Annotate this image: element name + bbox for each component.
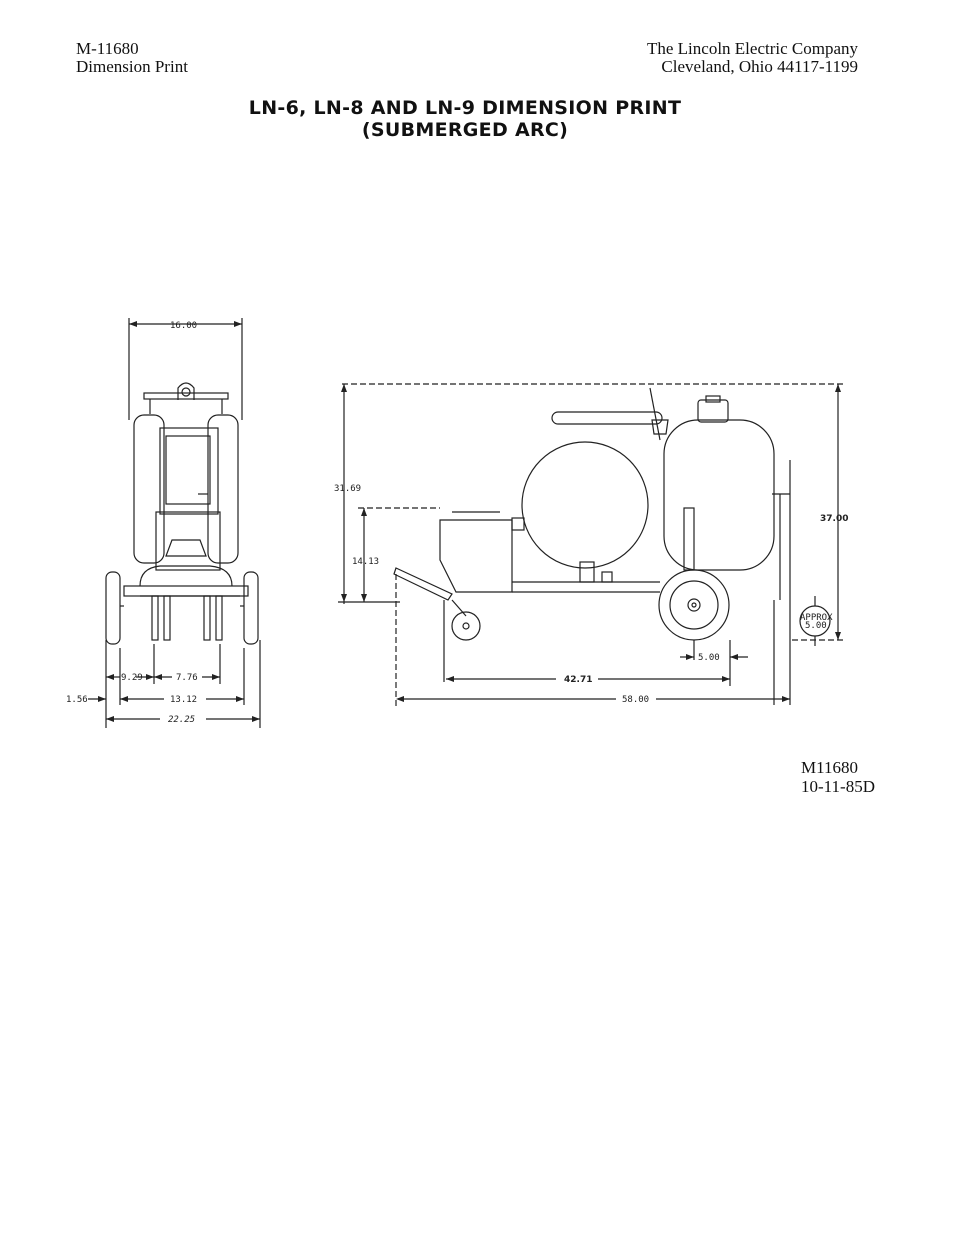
dim-overall-top: 16.00	[170, 321, 198, 331]
dim-center-offset: 7.76	[176, 673, 198, 683]
side-view	[338, 384, 844, 708]
dim-side-offset: 1.56	[66, 695, 88, 705]
dim-wheel-offset: 5.00	[698, 653, 720, 663]
dim-track-width: 13.12	[170, 695, 198, 705]
dim-hopper-height: 14.13	[352, 557, 380, 567]
dim-overall-length: 58.00	[622, 695, 650, 705]
approx-note-line-1: APPROX	[800, 613, 833, 623]
dim-overall-width: 22.25	[168, 715, 196, 725]
dim-height-right: 37.00	[820, 514, 849, 524]
drawing-footer	[801, 758, 875, 796]
date-code: 10-11-85D	[801, 777, 875, 796]
doc-number: M-11680	[76, 39, 139, 58]
approx-note-line-2: 5.00	[805, 621, 827, 631]
company-name: The Lincoln Electric Company	[646, 39, 858, 58]
doc-type: Dimension Print	[76, 57, 188, 76]
dim-left-offset: 9.29	[121, 673, 143, 683]
dim-overall-height: 31.69	[334, 484, 362, 494]
company-address: Cleveland, Ohio 44117-1199	[661, 57, 858, 76]
dim-wheelbase: 42.71	[564, 675, 593, 685]
drawing-number: M11680	[801, 758, 858, 777]
title-line-2: (SUBMERGED ARC)	[361, 119, 569, 141]
title-line-1: LN-6, LN-8 AND LN-9 DIMENSION PRINT	[248, 97, 682, 119]
front-view	[88, 318, 260, 728]
